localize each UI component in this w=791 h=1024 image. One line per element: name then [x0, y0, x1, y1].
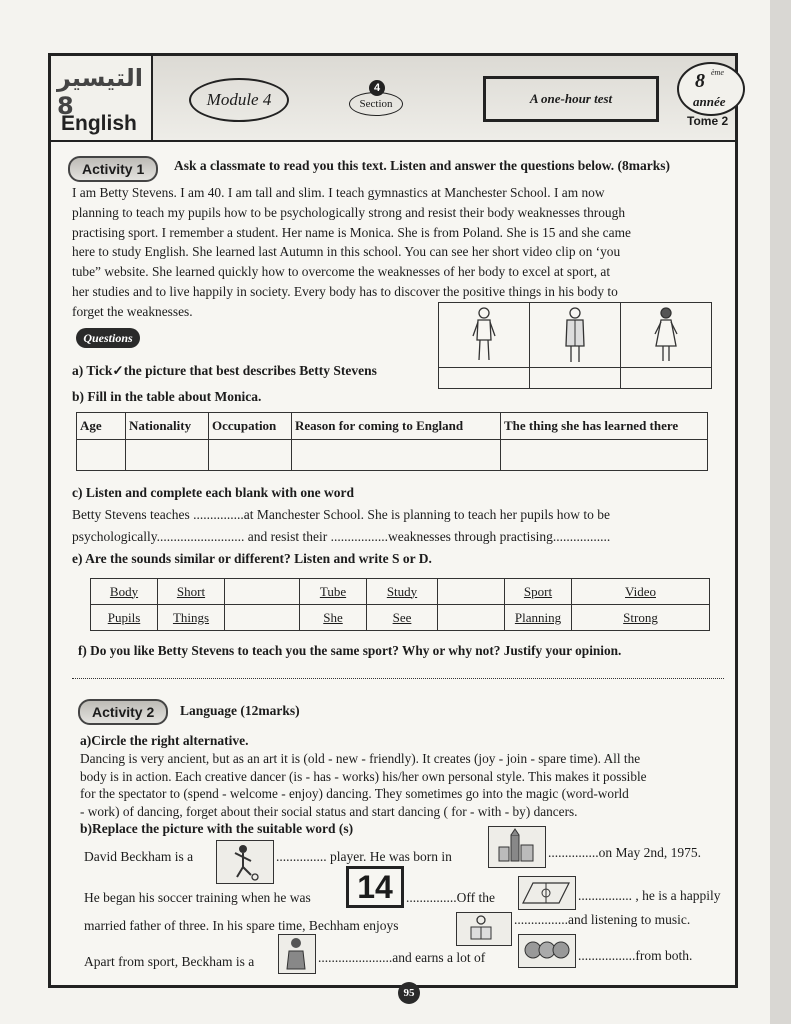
- monica-table: [76, 412, 708, 471]
- header-nationality: Nationality: [126, 413, 209, 440]
- answer-cell[interactable]: [77, 440, 126, 471]
- answer-cell[interactable]: [438, 605, 505, 631]
- text-line: practising sport. I remember a student. Her name is Monica. She is from Poland. She is 15 and she came: [72, 224, 631, 240]
- sound-word: [158, 579, 225, 605]
- sounds-table: [90, 578, 710, 631]
- sound-word: [91, 605, 158, 631]
- text-line: tube” website. She learned quickly how to overcome the weaknesses of her body to excel at sport, at: [72, 264, 611, 280]
- activity2-question-b: b)Replace the picture with the suitable word (s): [80, 821, 354, 836]
- grade-word: année: [693, 94, 726, 109]
- section-label: Section: [349, 92, 403, 116]
- tick-box[interactable]: [621, 368, 712, 389]
- sound-word: [367, 605, 438, 631]
- logo-text: التيسير 8: [57, 64, 143, 120]
- city-icon: [489, 827, 543, 865]
- sentence-text: Apart from sport, Beckham is a: [84, 954, 255, 969]
- sound-word-text: She: [323, 609, 343, 625]
- activity2-question-a: a)Circle the right alternative.: [80, 733, 249, 748]
- picture-money: [518, 934, 576, 968]
- sentence-text: ............... player. He was born in: [276, 849, 452, 864]
- sound-word-text: Strong: [623, 609, 658, 625]
- sound-word: [572, 579, 710, 605]
- sound-word-text: See: [392, 609, 412, 625]
- sound-word-text: Tube: [319, 583, 347, 599]
- activity1-text: [72, 183, 722, 322]
- question-f: f) Do you like Betty Stevens to teach you the same sport? Why or why not? Justify your opinion.: [78, 643, 622, 658]
- picture-woman-dress[interactable]: [621, 303, 712, 368]
- picture-model: [278, 934, 316, 974]
- sound-word-text: Short: [176, 583, 206, 599]
- page-number: 95: [398, 982, 420, 1004]
- header-occupation: Occupation: [209, 413, 292, 440]
- grade-oval: [677, 62, 745, 116]
- question-c: c) Listen and complete each blank with one word: [72, 485, 355, 500]
- header-reason: Reason for coming to England: [292, 413, 501, 440]
- sentence-text: David Beckham is a: [84, 849, 194, 864]
- fill-blank-line: Betty Stevens teaches ...............at Manchester School. She is planning to teach her pupils how to be: [72, 507, 611, 522]
- picture-age-number: 14: [346, 866, 404, 908]
- sound-word: [367, 579, 438, 605]
- reading-icon: [457, 913, 509, 943]
- picture-city: [488, 826, 546, 868]
- model-icon: [279, 935, 313, 971]
- picture-reading: [456, 912, 512, 946]
- dancing-text: [80, 750, 740, 820]
- answer-cell[interactable]: [225, 579, 300, 605]
- soccer-player-icon: [217, 841, 271, 881]
- picture-field: [518, 876, 576, 910]
- man-suit-icon: [560, 306, 590, 364]
- text-line: - work) of dancing, forget about their social status and start dancing ( for - with - by) dancers.: [80, 803, 578, 819]
- picture-man-suit[interactable]: [530, 303, 621, 368]
- header-age: Age: [77, 413, 126, 440]
- sentence-text: .................from both.: [578, 948, 693, 963]
- sound-word: [505, 579, 572, 605]
- sentence-text: married father of three. In his spare time, Bechham enjoys: [84, 918, 399, 933]
- answer-cell[interactable]: [292, 440, 501, 471]
- sentence-text: He began his soccer training when he was: [84, 890, 311, 905]
- sound-word: [300, 605, 367, 631]
- sentence-text: ...............Off the: [406, 890, 495, 905]
- logo-box: [51, 56, 153, 140]
- picture-woman-casual[interactable]: [439, 303, 530, 368]
- sound-word-text: Video: [625, 583, 656, 599]
- test-title: A one-hour test: [483, 76, 659, 122]
- answer-cell[interactable]: [438, 579, 505, 605]
- sound-word-text: Planning: [514, 609, 562, 625]
- picture-grid: [438, 302, 712, 389]
- sound-word: [300, 579, 367, 605]
- football-field-icon: [519, 877, 573, 907]
- subject-title: English: [61, 112, 137, 135]
- grade-sup: ème: [711, 68, 724, 77]
- text-line: her studies and to live happily in society. Every body has to discover the positive things in his body to: [72, 283, 618, 299]
- sound-word-text: Things: [172, 609, 210, 625]
- question-e: e) Are the sounds similar or different? Listen and write S or D.: [72, 551, 432, 566]
- text-line: body is in action. Each creative dancer (is - has - works) his/her own personal style. This makes it possible: [80, 768, 647, 784]
- section-number: 4: [369, 80, 385, 96]
- text-line: Dancing is very ancient, but as an art it is (old - new - friendly). It creates (joy - join - spare time). All the: [80, 751, 641, 766]
- question-b: b) Fill in the table about Monica.: [72, 389, 262, 404]
- text-line: I am Betty Stevens. I am 40. I am tall and slim. I teach gymnastics at Manchester School. I am now: [72, 185, 605, 200]
- module-badge: Module 4: [189, 78, 289, 122]
- answer-cell[interactable]: [225, 605, 300, 631]
- answer-cell[interactable]: [126, 440, 209, 471]
- sound-word: [572, 605, 710, 631]
- fill-blank-line: psychologically.......................... and resist their .................weaknesses through practising.................: [72, 529, 611, 544]
- sentence-text: ...............on May 2nd, 1975.: [548, 845, 701, 860]
- question-a: a) Tick✓the picture that best describes Betty Stevens: [72, 363, 377, 378]
- tick-box[interactable]: [439, 368, 530, 389]
- picture-soccer-player: [216, 840, 274, 884]
- woman-dress-icon: [651, 306, 681, 364]
- tome-label: Tome 2: [687, 114, 729, 128]
- sound-word: [505, 605, 572, 631]
- answer-cell[interactable]: [501, 440, 708, 471]
- sound-word-text: Body: [109, 583, 139, 599]
- sound-word-text: Sport: [523, 583, 553, 599]
- grade-number: 8: [695, 70, 705, 92]
- activity1-instruction: Ask a classmate to read you this text. Listen and answer the questions below. (8marks): [174, 158, 671, 173]
- activity2-label: Activity 2: [78, 699, 168, 725]
- header-learned: The thing she has learned there: [501, 413, 708, 440]
- sentence-text: ................ , he is a happily: [578, 888, 721, 903]
- answer-line[interactable]: [72, 678, 724, 679]
- text-line: planning to teach my pupils how to be psychologically strong and resist their body weaknesses through: [72, 204, 626, 220]
- sentence-text: ................and listening to music.: [514, 912, 691, 927]
- money-coins-icon: [519, 935, 573, 965]
- sound-word: [91, 579, 158, 605]
- sound-word-text: Study: [386, 583, 418, 599]
- woman-casual-icon: [469, 306, 499, 364]
- answer-cell[interactable]: [209, 440, 292, 471]
- sound-word-text: Pupils: [107, 609, 141, 625]
- text-line: here to study English. She learned last Autumn in this school. You can see her short video clip on ‘you: [72, 244, 621, 260]
- activity2-title: Language (12marks): [180, 703, 300, 718]
- sentence-text: ......................and earns a lot of: [318, 950, 486, 965]
- text-line: forget the weaknesses.: [72, 303, 193, 319]
- activity1-label: Activity 1: [68, 156, 158, 182]
- header-banner: [51, 56, 735, 142]
- tick-box[interactable]: [530, 368, 621, 389]
- sound-word: [158, 605, 225, 631]
- text-line: for the spectator to (spend - welcome - enjoy) dancing. They sometimes go into the magic (word-world: [80, 786, 629, 801]
- questions-badge: Questions: [76, 328, 140, 348]
- section-badge: [349, 80, 403, 118]
